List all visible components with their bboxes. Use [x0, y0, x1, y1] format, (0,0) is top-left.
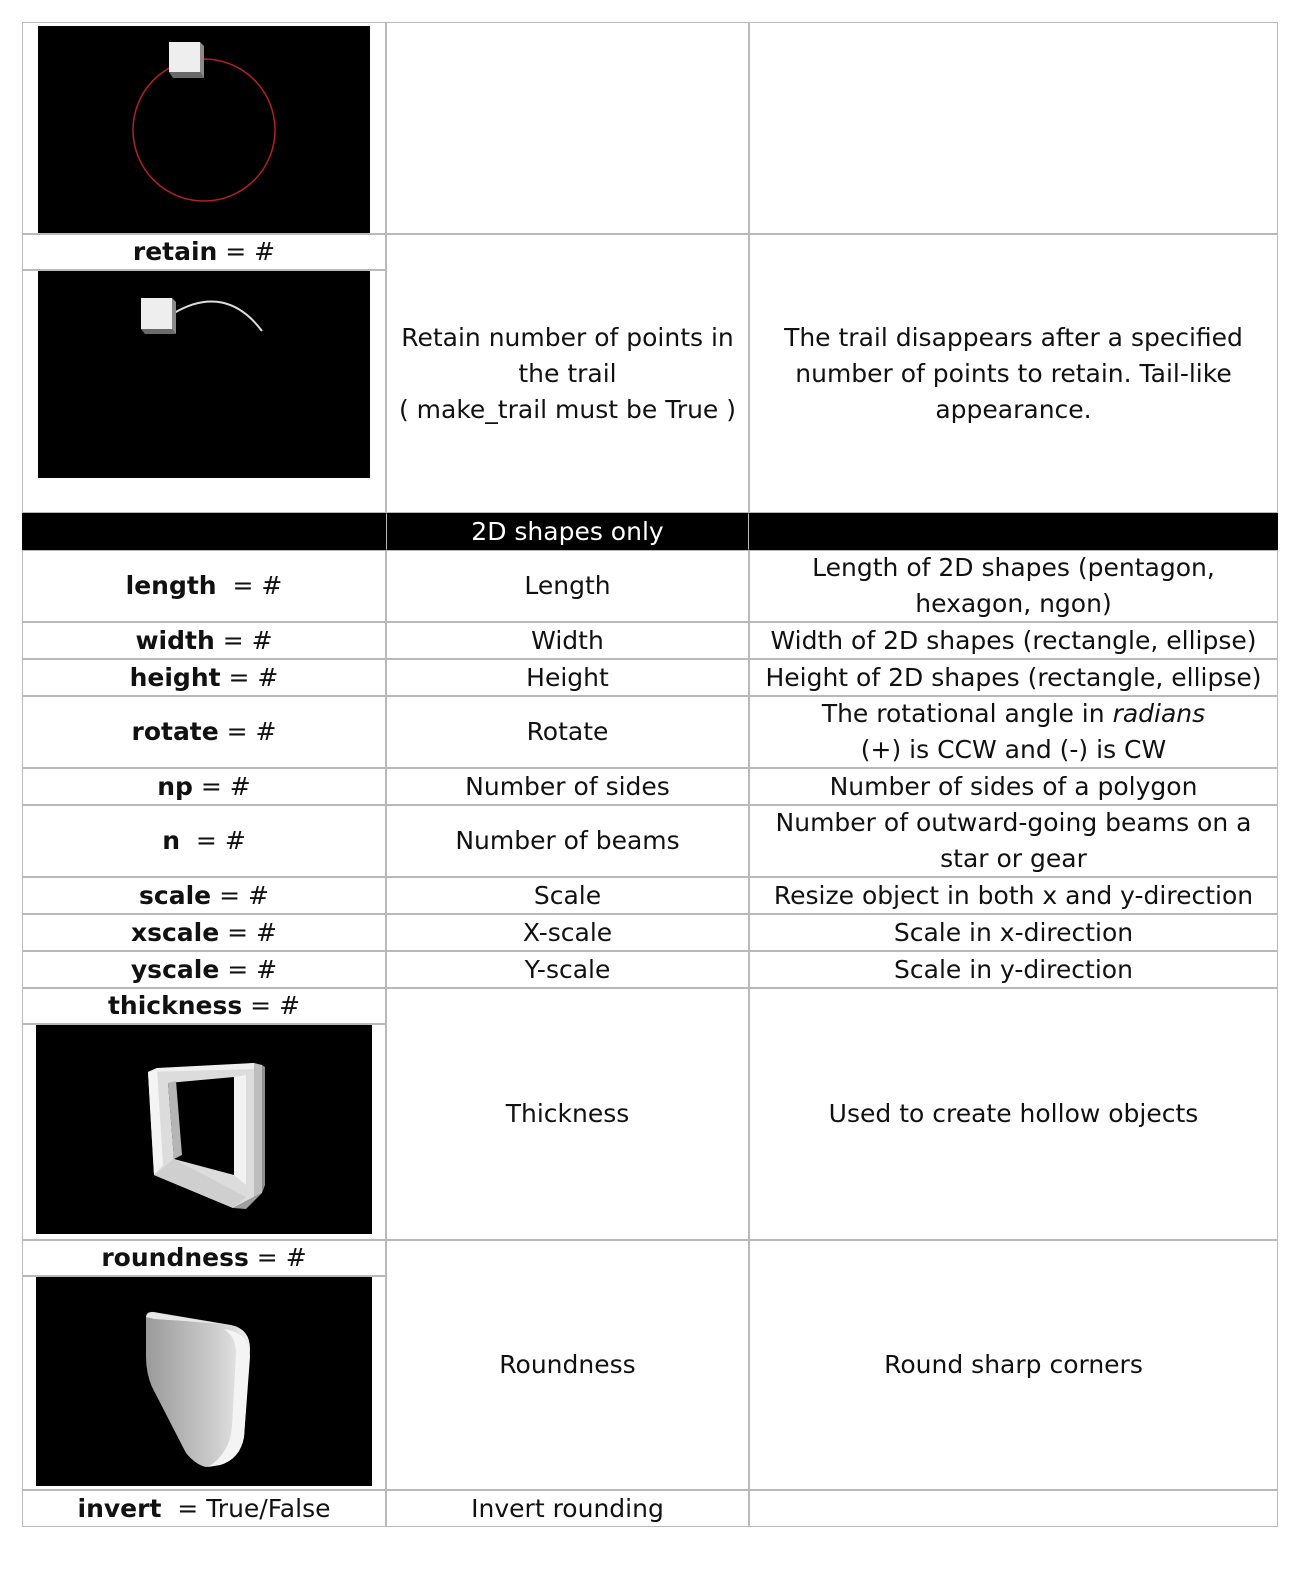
notes-yscale [749, 951, 1278, 988]
attr-suffix: = # [219, 917, 278, 947]
notes-line: Length of 2D shapes (pentagon, [812, 553, 1215, 582]
desc-yscale [386, 951, 749, 988]
notes-line: The trail disappears after a specified [784, 322, 1243, 352]
attr-keyword: n [162, 826, 181, 855]
notes-line: number of points to retain. Tail-like [795, 358, 1232, 388]
desc-line: Retain number of points in [401, 322, 734, 352]
roundness-block-screenshot [36, 1277, 372, 1486]
attr-keyword: invert [77, 1493, 162, 1523]
desc-n [386, 805, 749, 877]
desc-length [386, 550, 749, 622]
attr-suffix: = # [220, 662, 279, 692]
attr-keyword: retain [132, 237, 218, 266]
desc-text: Width [531, 625, 604, 655]
thickness-frame-screenshot [36, 1025, 372, 1234]
attr-thickness [22, 988, 386, 1024]
desc-text: Thickness [505, 1099, 630, 1128]
desc-roundness [386, 1240, 749, 1490]
attr-keyword: rotate [131, 717, 219, 746]
notes-width [749, 622, 1278, 659]
notes-italic: radians [1112, 699, 1206, 728]
attr-length [22, 550, 386, 622]
notes-text: Used to create hollow objects [828, 1099, 1199, 1128]
attr-suffix: = # [242, 991, 301, 1020]
attr-suffix: = # [211, 880, 269, 910]
attr-suffix: = # [219, 954, 278, 984]
attribute-table [22, 22, 1278, 1570]
notes-line: hexagon, ngon) [915, 589, 1112, 618]
notes-retain [749, 234, 1278, 513]
attr-suffix: = # [180, 826, 246, 855]
attr-width [22, 622, 386, 659]
attr-scale [22, 877, 386, 914]
desc-np [386, 768, 749, 805]
desc-text: Height [526, 662, 609, 692]
attr-keyword: np [157, 771, 193, 801]
notes-line: (+) is CCW and (-) is CW [860, 735, 1167, 764]
desc-text: Number of beams [455, 826, 680, 855]
notes-line: appearance. [935, 394, 1092, 424]
attr-np [22, 768, 386, 805]
attr-xscale [22, 914, 386, 951]
desc-text: Invert rounding [471, 1493, 664, 1523]
section-header-right [749, 513, 1278, 550]
attr-height [22, 659, 386, 696]
attr-keyword: length [125, 571, 217, 600]
attr-keyword: thickness [107, 991, 243, 1020]
attr-suffix: = # [218, 717, 277, 746]
desc-line: the trail [518, 358, 617, 388]
desc-width [386, 622, 749, 659]
notes-text: Round sharp corners [884, 1350, 1143, 1379]
attr-rotate [22, 696, 386, 768]
notes-xscale [749, 914, 1278, 951]
attr-keyword: scale [139, 880, 212, 910]
attr-keyword: yscale [130, 954, 220, 984]
notes-prefix: The rotational angle in [821, 699, 1113, 728]
attr-keyword: roundness [101, 1243, 249, 1272]
desc-text: Rotate [526, 717, 609, 746]
desc-xscale [386, 914, 749, 951]
attr-suffix: = # [248, 1243, 307, 1272]
section-header-left [22, 513, 386, 550]
desc-scale [386, 877, 749, 914]
desc-line: ( make_trail must be True ) [398, 394, 737, 424]
notes-length [749, 550, 1278, 622]
empty-notes-cell [749, 22, 1278, 234]
attr-invert [22, 1490, 386, 1527]
desc-text: X-scale [522, 917, 613, 947]
attr-keyword: height [129, 662, 221, 692]
notes-rotate [749, 696, 1278, 768]
attr-suffix: = # [217, 237, 276, 266]
notes-text: Resize object in both x and y-direction [773, 880, 1254, 910]
attr-suffix: = # [192, 771, 251, 801]
notes-line: Number of outward-going beams on a [775, 808, 1252, 837]
notes-thickness [749, 988, 1278, 1240]
desc-text: Number of sides [465, 771, 670, 801]
retain-trail-screenshot [38, 271, 370, 478]
attr-keyword: xscale [130, 917, 220, 947]
desc-text: Roundness [499, 1350, 636, 1379]
notes-text: Scale in x-direction [893, 917, 1134, 947]
notes-line: star or gear [940, 844, 1087, 873]
notes-np [749, 768, 1278, 805]
attr-yscale [22, 951, 386, 988]
section-header-label: 2D shapes only [471, 516, 664, 546]
circular-trail-screenshot [38, 26, 370, 233]
attr-suffix: = True/False [161, 1493, 331, 1523]
section-header [386, 513, 749, 550]
notes-text: Scale in y-direction [894, 954, 1133, 984]
attr-roundness [22, 1240, 386, 1276]
notes-height [749, 659, 1278, 696]
notes-text: Height of 2D shapes (rectangle, ellipse) [765, 662, 1262, 692]
notes-n [749, 805, 1278, 877]
attr-n [22, 805, 386, 877]
notes-line [822, 696, 1205, 732]
desc-text: Length [524, 571, 611, 600]
notes-text: Width of 2D shapes (rectangle, ellipse) [770, 625, 1257, 655]
desc-text: Scale [533, 880, 602, 910]
desc-rotate [386, 696, 749, 768]
notes-scale [749, 877, 1278, 914]
desc-retain [386, 234, 749, 513]
desc-height [386, 659, 749, 696]
desc-invert [386, 1490, 749, 1527]
notes-roundness [749, 1240, 1278, 1490]
attr-retain [22, 234, 386, 270]
notes-text: Number of sides of a polygon [829, 771, 1198, 801]
desc-text: Y-scale [524, 954, 611, 984]
attr-suffix: = # [214, 625, 273, 655]
attr-suffix: = # [216, 571, 283, 600]
empty-desc-cell [386, 22, 749, 234]
notes-invert [749, 1490, 1278, 1527]
attr-keyword: width [135, 625, 215, 655]
desc-thickness [386, 988, 749, 1240]
